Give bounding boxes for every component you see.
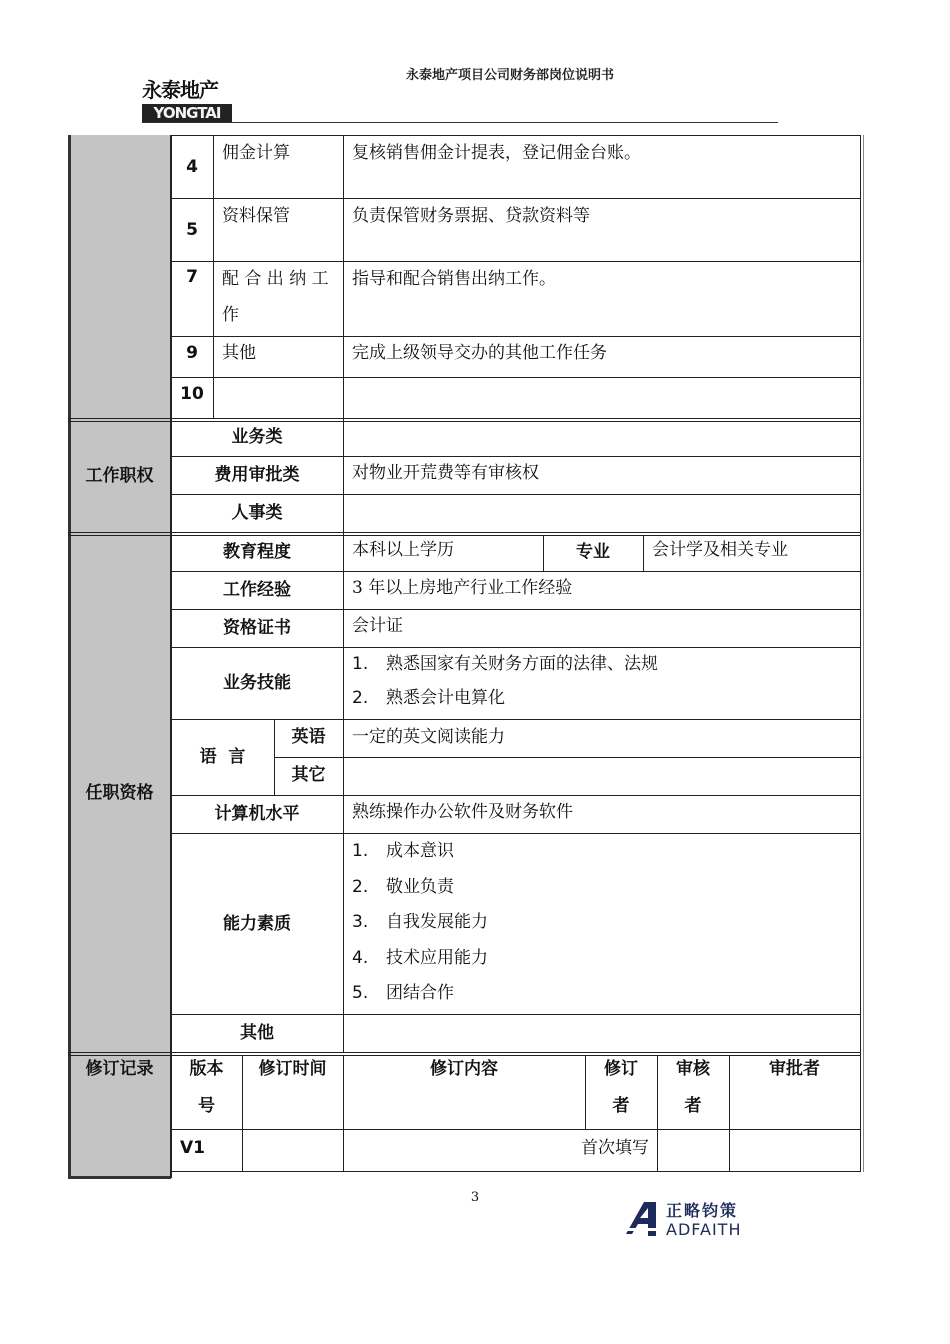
duty-description (343, 376, 860, 418)
table-border (170, 1171, 861, 1172)
revision-content: 首次填写 (581, 1138, 649, 1158)
list-text: 自我发展能力 (386, 912, 488, 932)
table-border (860, 135, 861, 1172)
list-item (352, 681, 860, 715)
experience-value: 3 年以上房地产行业工作经验 (352, 578, 573, 598)
table-border (68, 1052, 861, 1053)
duty-description: 指导和配合销售出纳工作。 (352, 269, 556, 289)
duty-name-line1: 配 合 出 纳 工 (222, 269, 329, 289)
duty-number: 9 (186, 343, 198, 363)
education-value: 本科以上学历 (352, 540, 454, 560)
list-text: 熟悉会计电算化 (386, 688, 505, 708)
table-border (171, 795, 860, 796)
table-border (171, 336, 860, 337)
table-border (68, 135, 71, 1178)
list-number: 1. (352, 841, 369, 861)
revision-content-header: 修订内容 (430, 1059, 498, 1079)
authority-label: 费用审批类 (214, 465, 300, 485)
authority-value (343, 494, 860, 532)
english-value: 一定的英文阅读能力 (352, 727, 505, 747)
table-border (171, 609, 860, 610)
certificate-value: 会计证 (352, 616, 403, 636)
table-border (863, 135, 864, 1172)
revision-title: 修订记录 (85, 1059, 154, 1079)
list-item (352, 941, 860, 977)
duty-name: 资料保管 (222, 206, 290, 226)
table-border (343, 1055, 344, 1172)
table-border (171, 1129, 860, 1130)
table-border (343, 135, 344, 1053)
other-label: 其他 (240, 1023, 274, 1043)
table-border (171, 494, 860, 495)
authority-value: 对物业开荒费等有审核权 (352, 463, 539, 483)
duties-section-header (69, 135, 170, 419)
revision-version-header-line2: 号 (198, 1096, 215, 1116)
table-border (171, 1014, 860, 1015)
table-border (171, 647, 860, 648)
duty-name (213, 259, 343, 335)
education-label: 教育程度 (223, 542, 291, 562)
list-number: 5. (352, 983, 369, 1003)
skills-label: 业务技能 (223, 673, 291, 693)
table-border (585, 1055, 586, 1130)
revision-time-header: 修订时间 (258, 1059, 327, 1079)
list-text: 敬业负责 (386, 876, 454, 897)
language-label: 语 言 (199, 747, 246, 767)
duty-number: 5 (186, 219, 198, 240)
english-label: 英语 (291, 727, 326, 747)
skills-list (343, 645, 860, 717)
duty-name-line2: 作 (222, 305, 239, 325)
adfaith-logo (626, 1198, 760, 1242)
table-border (171, 456, 860, 457)
logo-cn-text: 永泰地产 (142, 78, 218, 102)
brand-en-text: ADFAITH (666, 1220, 742, 1239)
table-border (68, 532, 861, 533)
page-number: 3 (470, 1190, 480, 1205)
table-border (68, 418, 861, 419)
major-value: 会计学及相关专业 (652, 540, 788, 560)
table-border (171, 198, 860, 199)
list-item (352, 870, 860, 906)
table-border (543, 535, 544, 571)
list-number: 3. (352, 912, 369, 932)
major-label: 专业 (576, 542, 610, 562)
ability-list (343, 832, 860, 1012)
authority-label: 业务类 (231, 427, 283, 447)
authority-value (343, 419, 860, 455)
table-border (729, 1055, 730, 1172)
authority-title: 工作职权 (85, 466, 154, 486)
duty-number: 7 (186, 267, 198, 287)
table-border (657, 1055, 658, 1172)
revision-checker (657, 1130, 729, 1170)
list-number: 2. (352, 688, 369, 708)
authority-section-header (69, 419, 170, 533)
table-border (68, 1176, 171, 1179)
list-number: 1. (352, 654, 369, 674)
table-border (171, 377, 860, 378)
duty-name: 佣金计算 (222, 143, 290, 163)
table-border (242, 1055, 243, 1172)
document-title: 永泰地产项目公司财务部岗位说明书 (405, 68, 614, 83)
revision-section-header (69, 1053, 170, 1177)
duty-number: 4 (186, 157, 198, 177)
certificate-label: 资格证书 (223, 618, 291, 638)
revision-checker-header (657, 1051, 729, 1127)
revision-version-header (171, 1051, 242, 1127)
authority-label: 人事类 (231, 503, 283, 523)
duty-description: 完成上级领导交办的其他工作任务 (352, 343, 607, 363)
other-value (343, 1014, 860, 1052)
table-border (68, 535, 861, 536)
revision-reviser-header (585, 1051, 657, 1127)
table-border (643, 535, 644, 571)
duty-name: 其他 (222, 343, 256, 363)
table-border (171, 833, 860, 834)
revision-reviser-header-line2: 者 (612, 1096, 630, 1116)
revision-version-header-line1: 版本 (189, 1059, 224, 1079)
revision-checker-header-line1: 审核 (676, 1059, 710, 1079)
logo-en-text: YONGTAI (142, 104, 232, 122)
computer-value: 熟练操作办公软件及财务软件 (352, 802, 573, 822)
experience-label: 工作经验 (223, 580, 291, 600)
list-item (352, 834, 860, 870)
revision-reviser-header-line1: 修订 (604, 1059, 638, 1079)
list-text: 熟悉国家有关财务方面的法律、法规 (386, 654, 658, 674)
list-item (352, 976, 860, 1012)
duty-name (213, 376, 343, 418)
table-border (171, 261, 860, 262)
brand-cn-text: 正略钧策 (666, 1201, 739, 1220)
revision-approver (729, 1130, 860, 1170)
list-text: 团结合作 (386, 983, 454, 1003)
table-border (68, 421, 861, 422)
table-border (170, 135, 172, 1178)
table-border (274, 757, 860, 758)
ability-label: 能力素质 (223, 914, 291, 934)
table-border (68, 1055, 861, 1056)
revision-time (242, 1130, 343, 1170)
revision-approver-header: 审批者 (769, 1059, 820, 1079)
adfaith-mark-icon (626, 1200, 662, 1238)
qualification-title: 任职资格 (85, 783, 154, 803)
qualification-section-header (69, 533, 170, 1053)
list-text: 成本意识 (386, 841, 454, 861)
computer-label: 计算机水平 (214, 804, 300, 824)
revision-checker-header-line2: 者 (684, 1096, 702, 1116)
list-number: 2. (352, 876, 369, 897)
list-item (352, 905, 860, 941)
list-text: 技术应用能力 (386, 947, 488, 968)
duty-description: 复核销售佣金计提表，登记佣金台账。 (352, 143, 641, 163)
list-item (352, 647, 860, 681)
revision-version: V1 (180, 1138, 205, 1158)
table-border (170, 135, 861, 136)
list-number: 4. (352, 947, 369, 968)
duty-description: 负责保管财务票据、贷款资料等 (352, 206, 590, 226)
duty-number: 10 (180, 384, 204, 404)
other-language-value (343, 757, 860, 795)
table-border (171, 571, 860, 572)
other-language-label: 其它 (291, 765, 326, 785)
